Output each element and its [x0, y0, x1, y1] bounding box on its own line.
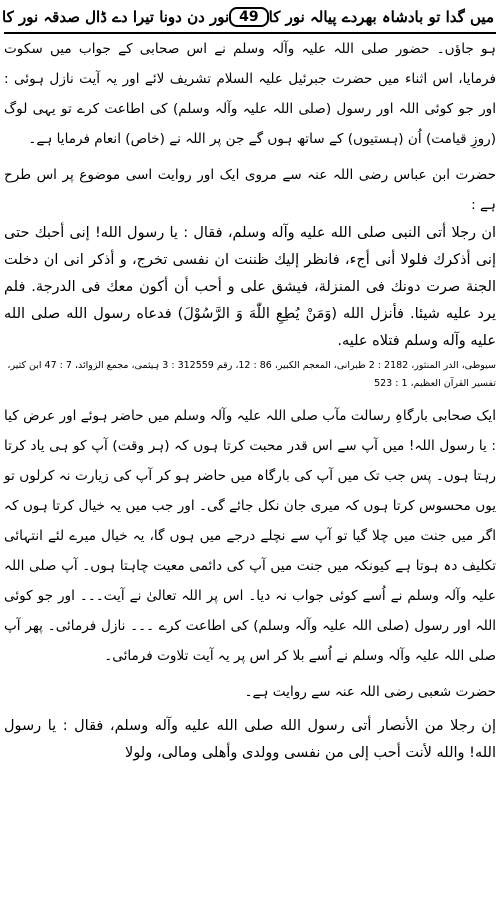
arabic-hadith-1: ان رجلا أتى النبى صلى الله عليه وآله وسلم، فقال : يا رسول الله! إنى أحبك حتى إنى أذكرك فلولا أنى أجء، فانظر إليك ظننت ان نفسى تخرج، و أذكر انى ان دخلت الجنة صرت دونك فى المنزلة، فيشق على و أحب أن أكون معك فى الدرجة. فلم يرد عليه شيئا. فأنزل الله (وَمَنْ يُطِعِ اللّٰهَ وَ الرَّسُوْلَ) فدعاه رسول الله صلى الله عليه وآله وسلم فتلاه عليه. — [4, 225, 496, 349]
arabic-hadith-2: إن رجلا من الأنصار أتى رسول الله صلى الله عليه وآله وسلم، فقال : يا رسول الله! والله لأنت أحب إلى من نفسى وولدى وأهلى ومالى، ولولا — [4, 718, 496, 761]
paragraph-2: حضرت ابن عباس رضی اللہ عنہ سے مروی ایک اور روایت اسی موضوع پر اس طرح ہے : — [4, 167, 496, 213]
page-header — [4, 2, 496, 34]
paragraph-3: ایک صحابی بارگاہِ رسالت مآب صلی اللہ علیہ وآلہ وسلم میں حاضر ہوئے اور عرض کیا : یا رسول اللہ! میں آپ سے اس قدر محبت کرتا ہوں کہ (ہر وقت) آپ کو ہی یاد کرتا رہتا ہوں۔ پس جب تک میں آپ کی بارگاہ میں حاضر ہو کر آپ کی زیارت نہ کرلوں تو یوں محسوس کرتا ہوں کہ میری جان نکل جائے گی۔ اور جب میں یہ خیال کرتا ہوں کہ اگر میں جنت میں چلا گیا تو آپ سے نچلے درجے میں ہوں گا، یہ خیال میرے لئے انتہائی تکلیف دہ ہوتا ہے کیونکہ میں جنت میں آپ کی دائمی معیت چاہتا ہوں۔ آپ صلی اللہ علیہ وآلہ وسلم نے اُسے کوئی جواب نہ دیا۔ اس پر اللہ تعالیٰ نے آیت۔۔۔ اور جو کوئی اللہ اور رسول (صلی اللہ علیہ وآلہ وسلم) کی اطاعت کرے ۔۔۔ نازل فرمائی۔ پھر آپ صلی اللہ علیہ وآلہ وسلم نے اُسے بلا کر اس پر یہ آیت تلاوت فرمائی۔ — [4, 408, 496, 664]
header-right-title: میں گدا تو بادشاہ بھردے پیالہ نور کا — [268, 8, 494, 26]
reference-1: سیوطی، الدر المنثور، 2182 : 2 طبرانی، المعجم الکبیر، 86 : 12، رقم 312559 : 3 ہیثمی، مجمع الزوائد، 7 : 47 ابن کثیر، تفسیر القرآن العظیم، 1 : 523 — [7, 360, 496, 389]
page-number: 49 — [229, 7, 268, 27]
paragraph-1: ہو جاؤں۔ حضور صلی اللہ علیہ وآلہ وسلم نے اس صحابی کے جواب میں سکوت فرمایا، اس اثناء میں حضرت جبرئیل علیہ السلام تشریف لائے اور یہ آیت نازل ہوئی : اور جو کوئی اللہ اور رسول (صلی اللہ علیہ وآلہ وسلم) کی اطاعت کرے تو یہی لوگ (روزِ قیامت) اُن (ہستیوں) کے ساتھ ہوں گے جن پر اللہ نے (خاص) انعام فرمایا ہے۔ — [4, 41, 496, 147]
paragraph-4: حضرت شعبی رضی اللہ عنہ سے روایت ہے۔ — [244, 684, 496, 700]
header-left-title: نور دن دونا تیرا دے ڈال صدقہ نور کا — [2, 8, 230, 26]
